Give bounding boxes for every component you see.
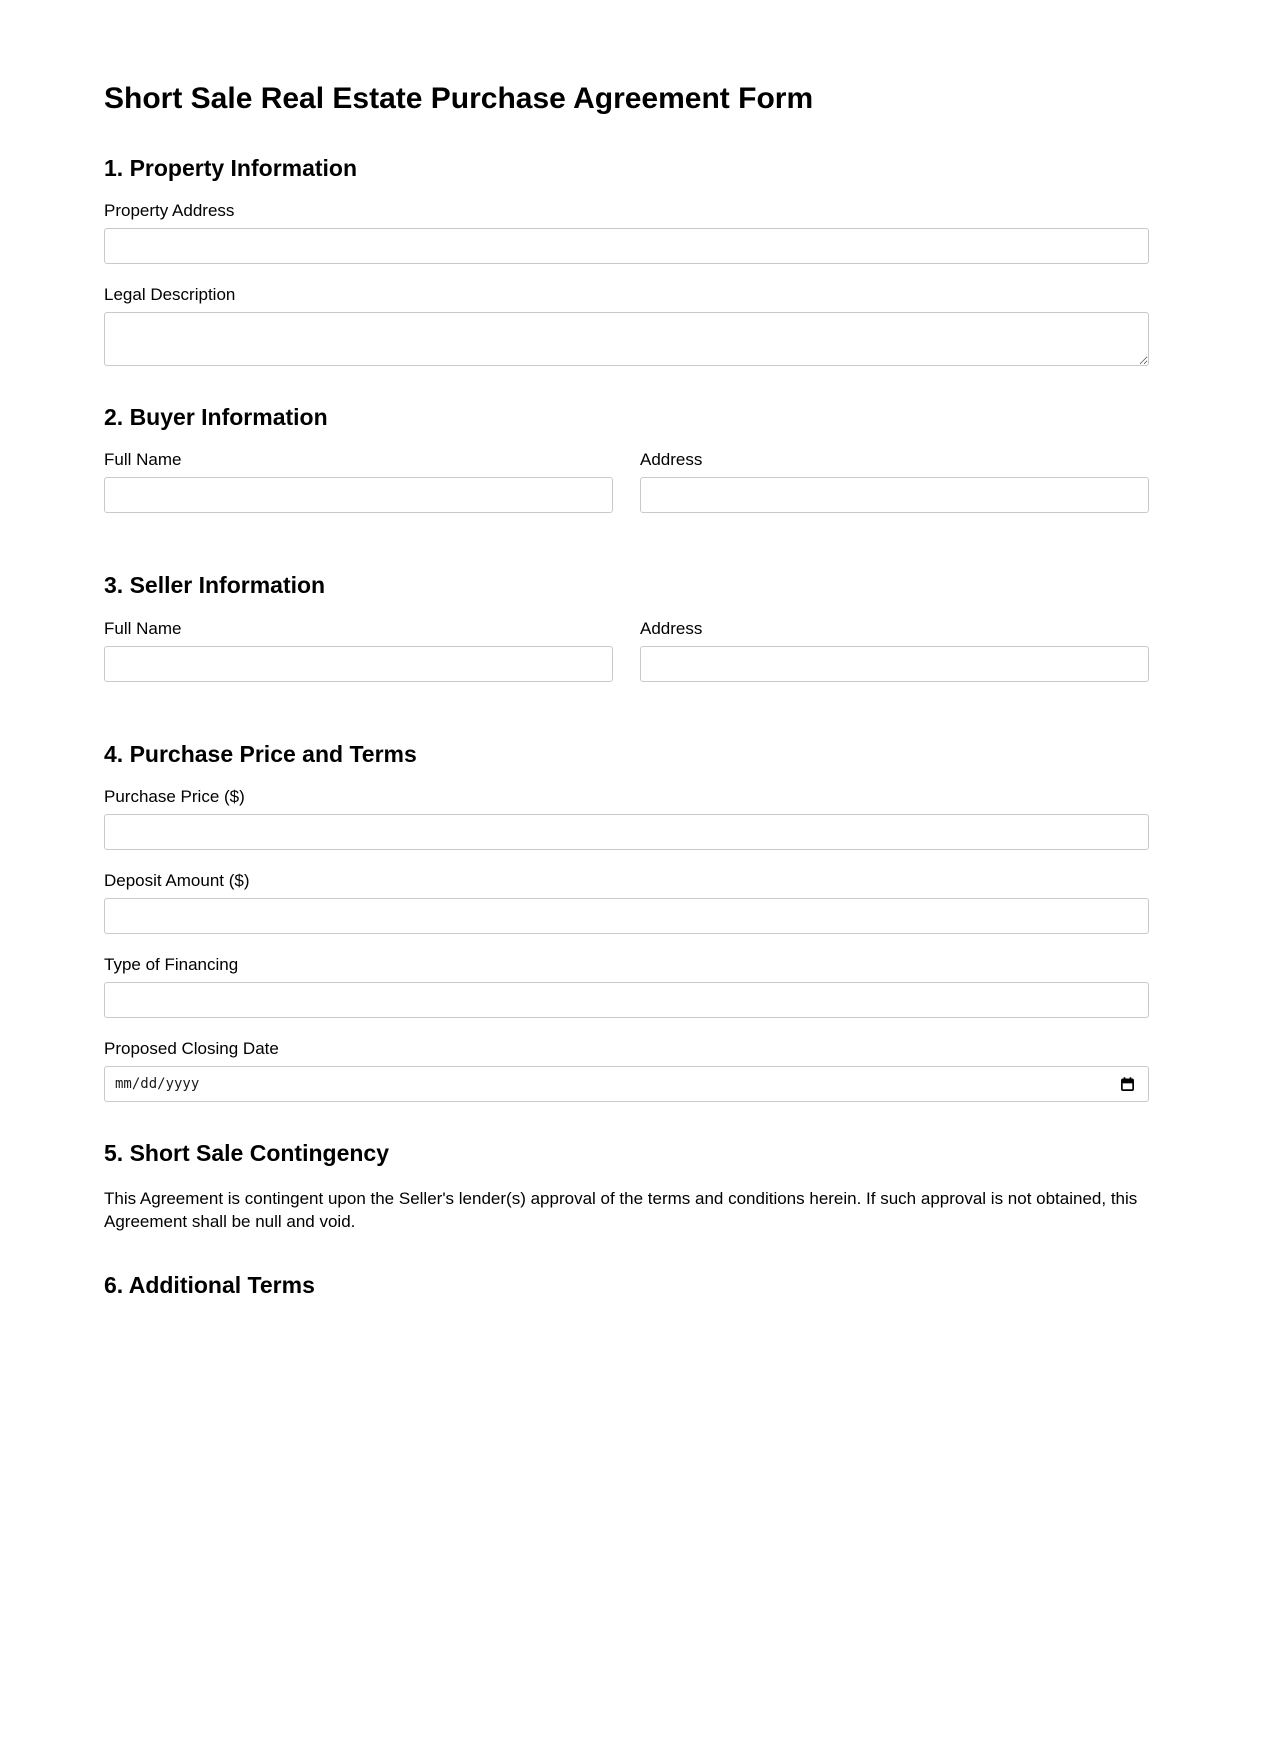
field-deposit-amount	[104, 871, 1149, 934]
field-purchase-price	[104, 787, 1149, 850]
closing-date-label: Proposed Closing Date	[104, 1039, 279, 1059]
purchase-price-label: Purchase Price ($)	[104, 787, 245, 807]
section-purchase-price-terms	[104, 741, 1149, 1102]
field-buyer-full-name	[104, 450, 613, 513]
financing-type-input[interactable]	[104, 982, 1149, 1018]
legal-description-textarea[interactable]	[104, 312, 1149, 366]
field-buyer-address	[640, 450, 1149, 513]
closing-date-placeholder: mm/dd/yyyy	[115, 1076, 200, 1093]
deposit-amount-input[interactable]	[104, 898, 1149, 934]
field-property-address	[104, 201, 1149, 264]
closing-date-input[interactable]	[104, 1066, 1149, 1102]
section-heading-price-terms: 4. Purchase Price and Terms	[104, 740, 417, 767]
section-heading-property: 1. Property Information	[104, 154, 358, 181]
section-heading-additional: 6. Additional Terms	[104, 1271, 315, 1298]
section-property-information	[104, 155, 1149, 366]
seller-full-name-input[interactable]	[104, 646, 613, 682]
legal-description-label: Legal Description	[104, 284, 236, 304]
page-title: Short Sale Real Estate Purchase Agreement Form	[104, 82, 814, 115]
section-buyer-information	[104, 404, 1149, 534]
buyer-full-name-label: Full Name	[104, 450, 182, 470]
field-financing-type	[104, 955, 1149, 1018]
financing-type-label: Type of Financing	[104, 955, 239, 975]
property-address-label: Property Address	[104, 200, 235, 220]
seller-address-label: Address	[640, 618, 703, 638]
section-heading-contingency: 5. Short Sale Contingency	[104, 1140, 389, 1167]
section-heading-seller: 3. Seller Information	[104, 572, 326, 599]
section-heading-buyer: 2. Buyer Information	[104, 403, 328, 430]
calendar-icon[interactable]	[1120, 1076, 1135, 1092]
buyer-full-name-input[interactable]	[104, 477, 613, 513]
buyer-address-input[interactable]	[640, 477, 1149, 513]
field-seller-address	[640, 619, 1149, 682]
buyer-address-label: Address	[640, 450, 703, 470]
field-seller-full-name	[104, 619, 613, 682]
seller-full-name-label: Full Name	[104, 618, 182, 638]
section-seller-information	[104, 572, 1149, 702]
section-short-sale-contingency	[104, 1140, 1149, 1233]
contingency-text: This Agreement is contingent upon the Seller's lender(s) approval of the terms and conditions herein. If such approval is not obtained, this Agreement shall be null and void.	[104, 1188, 1138, 1232]
purchase-price-input[interactable]	[104, 814, 1149, 850]
section-additional-terms	[104, 1272, 1149, 1298]
property-address-input[interactable]	[104, 228, 1149, 264]
deposit-amount-label: Deposit Amount ($)	[104, 871, 250, 891]
field-closing-date	[104, 1039, 1149, 1102]
seller-address-input[interactable]	[640, 646, 1149, 682]
field-legal-description	[104, 285, 1149, 366]
